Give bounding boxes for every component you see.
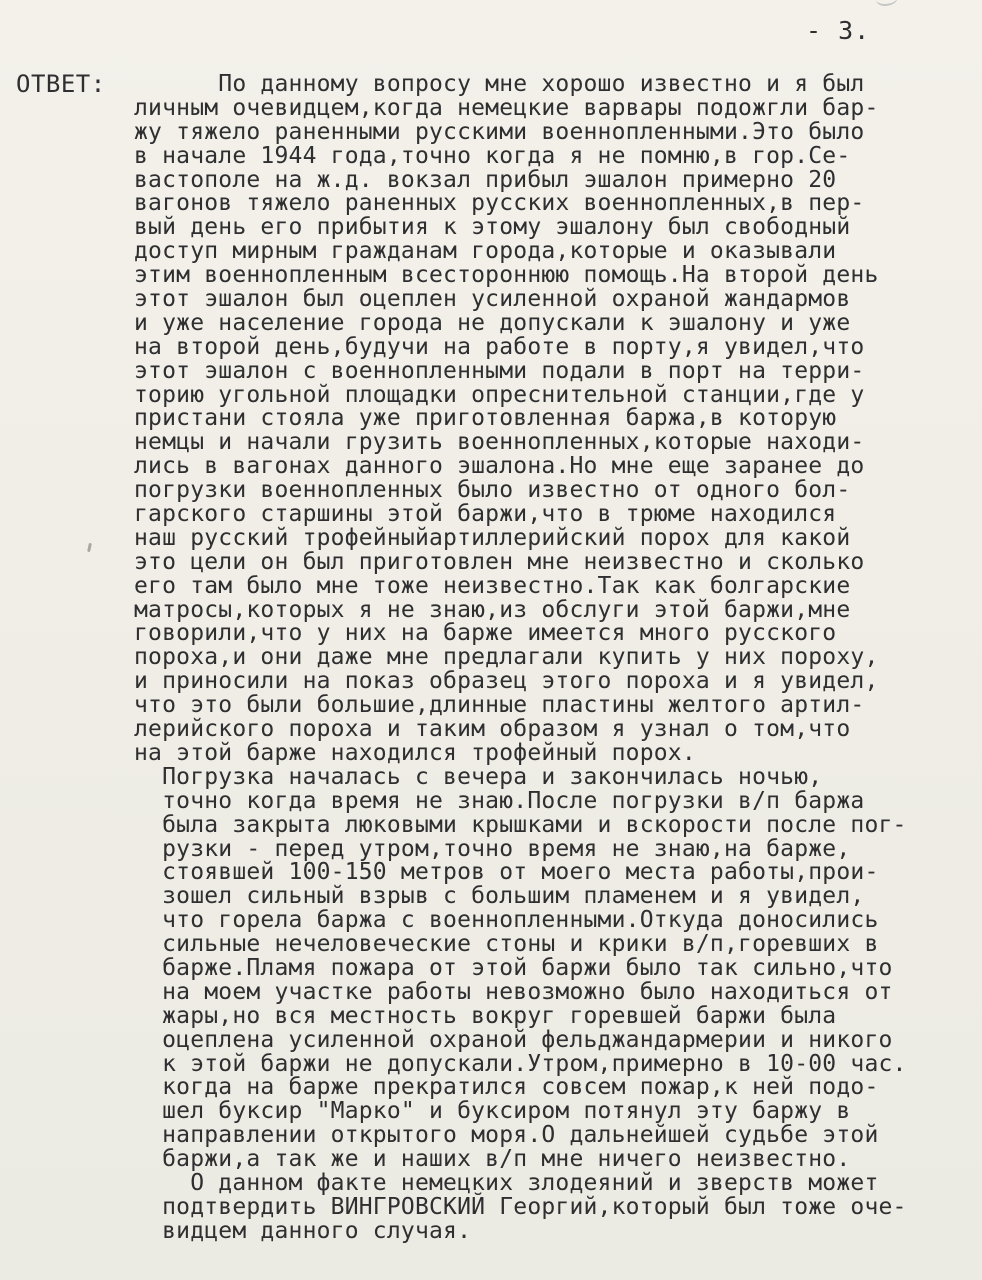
text-line: говорили,что у них на барже имеется много русского xyxy=(134,620,837,647)
text-line: матросы,которых я не знаю,из обслуги этой баржи,мне xyxy=(134,596,851,623)
text-line: в начале 1944 года,точно когда я не помню,в гор.Се- xyxy=(134,142,851,169)
pencil-mark xyxy=(876,0,898,6)
text-line: доступ мирным гражданам города,которые и оказывали xyxy=(134,238,837,265)
text-line: на этой барже находился трофейный порох. xyxy=(134,739,696,766)
text-line: пристани стояла уже приготовленная баржа,в которую xyxy=(134,405,837,432)
text-line: жары,но вся местность вокруг горевшей баржи была xyxy=(134,1002,837,1029)
text-line: стоявшей 100-150 метров от моего места работы,прои- xyxy=(134,859,879,886)
text-line: зошел сильный взрыв с большим пламенем и я увидел, xyxy=(134,883,865,910)
text-line: это цели он был приготовлен мне неизвестно и сколько xyxy=(134,548,865,575)
text-line: точно когда время не знаю.После погрузки в/п баржа xyxy=(134,787,865,814)
text-line: видцем данного случая. xyxy=(134,1217,472,1244)
text-line: этот эшалон был оцеплен усиленной охраной жандармов xyxy=(134,286,851,313)
text-line: и уже население города не допускали к эшалону и уже xyxy=(134,309,851,336)
text-line: что это были большие,длинные пластины желтого артил- xyxy=(134,692,865,719)
text-line: направлении открытого моря.О дальнейшей судьбе этой xyxy=(134,1122,879,1149)
text-line: лерийского пороха и таким образом я узнал о том,что xyxy=(134,716,851,743)
text-line: на моем участке работы невозможно было находиться от xyxy=(134,978,893,1005)
text-line: его там было мне тоже неизвестно.Так как болгарские xyxy=(134,572,851,599)
text-line: сильные нечеловеческие стоны и крики в/п,горевших в xyxy=(134,931,879,958)
text-line: этот эшалон с военнопленными подали в порт на терри- xyxy=(134,357,865,384)
answer-label: ОТВЕТ: xyxy=(16,70,106,98)
text-line: что горела баржа с военнопленными.Откуда доносились xyxy=(134,907,879,934)
text-line: личным очевидцем,когда немецкие варвары подожгли бар- xyxy=(134,94,879,121)
text-line: оцеплена усиленной охраной фельджандармерии и никого xyxy=(134,1026,893,1053)
page-number: - 3. xyxy=(806,16,871,45)
text-line: По данному вопросу мне хорошо известно и я был xyxy=(134,71,865,97)
text-line: немцы и начали грузить военнопленных,которые находи- xyxy=(134,429,865,456)
text-line: пороха,и они даже мне предлагали купить у них пороху, xyxy=(134,644,879,671)
text-line: наш русский трофейныйартиллерийский порох для какой xyxy=(134,524,851,551)
text-line: барже.Пламя пожара от этой баржи было так сильно,что xyxy=(134,954,893,981)
text-line: подтвердить ВИНГРОВСКИЙ Георгий,который был тоже оче- xyxy=(134,1193,907,1220)
text-line: вастополе на ж.д. вокзал прибыл эшалон примерно 20 xyxy=(134,166,837,193)
text-line: гарского старшины этой баржи,что в трюме находился xyxy=(134,501,837,528)
text-line: вый день его прибытия к этому эшалону был свободный xyxy=(134,214,851,241)
text-line: О данном факте немецких злодеяний и зверств может xyxy=(134,1169,879,1196)
text-line: когда на барже прекратился совсем пожар,к ней подо- xyxy=(134,1074,879,1101)
text-line: лись в вагонах данного эшалона.Но мне еще заранее до xyxy=(134,453,865,480)
text-line: баржи,а так же и наших в/п мне ничего неизвестно. xyxy=(134,1146,851,1173)
text-line: Погрузка началась с вечера и закончилась ночью, xyxy=(134,763,823,790)
text-line: шел буксир "Марко" и буксиром потянул эту баржу в xyxy=(134,1098,851,1125)
text-line: к этой баржи не допускали.Утром,примерно в 10-00 час. xyxy=(134,1050,907,1077)
text-line: и приносили на показ образец этого пороха и я увидел, xyxy=(134,668,879,695)
text-line: была закрыта люковыми крышками и вскорости после пог- xyxy=(134,811,907,838)
text-line: рузки - перед утром,точно время не знаю,на барже, xyxy=(134,835,851,862)
text-line: этим военнопленным всестороннюю помощь.На второй день xyxy=(134,262,879,289)
text-line: торию угольной площадки опреснительной станции,где у xyxy=(134,381,865,408)
answer-text xyxy=(134,73,974,1244)
text-line: погрузки военнопленных было известно от одного бол- xyxy=(134,477,851,504)
text-line: вагонов тяжело раненных русских военнопленных,в пер- xyxy=(134,190,865,217)
text-line: жу тяжело раненными русскими военнопленными.Это было xyxy=(134,118,865,145)
ink-speck xyxy=(87,543,92,552)
text-line: на второй день,будучи на работе в порту,я увидел,что xyxy=(134,333,865,360)
